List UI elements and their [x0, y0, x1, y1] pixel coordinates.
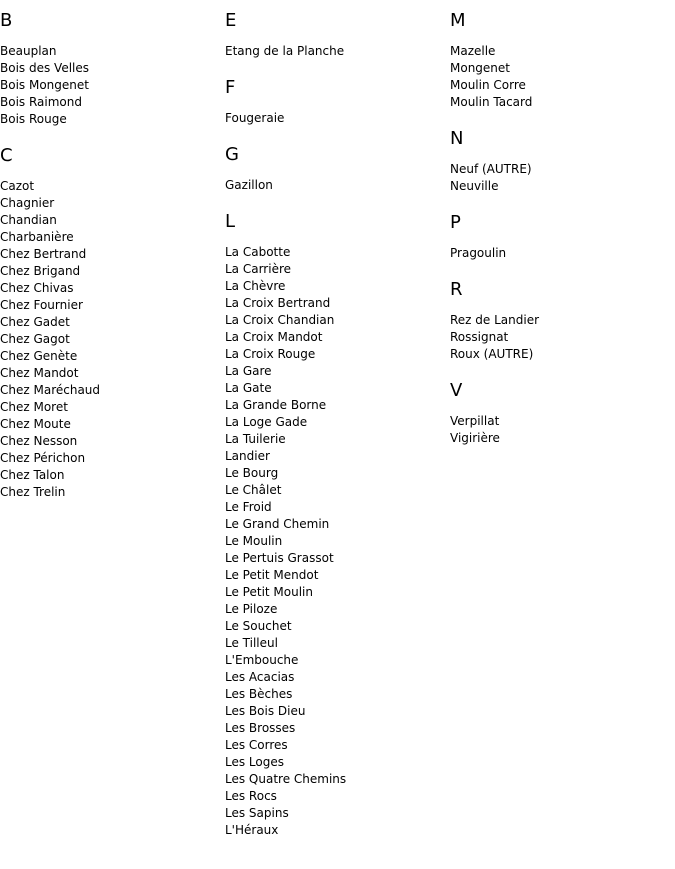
place-link[interactable]: Landier — [225, 449, 270, 463]
place-link[interactable]: Chez Bertrand — [0, 247, 87, 261]
letter-heading: V — [450, 380, 463, 401]
place-link[interactable]: Chez Brigand — [0, 264, 81, 278]
place-link[interactable]: L'Héraux — [225, 823, 279, 837]
letter-group — [450, 10, 670, 111]
letter-heading: N — [450, 128, 464, 149]
place-link[interactable]: Roux (AUTRE) — [450, 347, 534, 361]
index-column — [450, 10, 670, 464]
place-link[interactable]: Chandian — [0, 213, 57, 227]
place-link[interactable]: Chez Fournier — [0, 298, 83, 312]
place-link[interactable]: Bois Raimond — [0, 95, 82, 109]
place-link[interactable]: Chez Gagot — [0, 332, 70, 346]
place-link[interactable]: Le Tilleul — [225, 636, 278, 650]
letter-heading: E — [225, 10, 237, 31]
letter-group — [225, 144, 445, 194]
place-link[interactable]: La Croix Mandot — [225, 330, 323, 344]
place-link[interactable]: Chagnier — [0, 196, 55, 210]
place-link[interactable]: Le Souchet — [225, 619, 292, 633]
place-link[interactable]: Le Petit Mendot — [225, 568, 319, 582]
place-link[interactable]: Gazillon — [225, 178, 273, 192]
place-link[interactable]: Chez Genète — [0, 349, 78, 363]
place-link[interactable]: Bois Rouge — [0, 112, 67, 126]
place-link[interactable]: La Tuilerie — [225, 432, 286, 446]
place-link[interactable]: La Croix Chandian — [225, 313, 335, 327]
place-link[interactable]: Le Grand Chemin — [225, 517, 330, 531]
place-list — [225, 43, 445, 60]
place-link[interactable]: Chez Gadet — [0, 315, 70, 329]
place-list — [450, 312, 670, 363]
place-link[interactable]: Fougeraie — [225, 111, 285, 125]
index-column — [0, 10, 220, 518]
place-link[interactable]: Les Bois Dieu — [225, 704, 306, 718]
place-link[interactable]: Le Moulin — [225, 534, 283, 548]
letter-heading: B — [0, 10, 13, 31]
place-link[interactable]: Chez Maréchaud — [0, 383, 101, 397]
place-link[interactable]: Chez Périchon — [0, 451, 86, 465]
letter-heading: F — [225, 77, 236, 98]
place-list — [450, 43, 670, 111]
letter-heading: M — [450, 10, 466, 31]
letter-group — [450, 128, 670, 195]
place-link[interactable]: Moulin Corre — [450, 78, 526, 92]
place-link[interactable]: Moulin Tacard — [450, 95, 533, 109]
place-link[interactable]: Vigirière — [450, 431, 500, 445]
place-link[interactable]: Chez Nesson — [0, 434, 78, 448]
place-link[interactable]: Les Bèches — [225, 687, 293, 701]
letter-group — [225, 10, 445, 60]
place-link[interactable]: La Croix Bertrand — [225, 296, 331, 310]
place-list — [0, 178, 220, 501]
place-list — [450, 161, 670, 195]
place-link[interactable]: Neuf (AUTRE) — [450, 162, 532, 176]
place-link[interactable]: Les Corres — [225, 738, 288, 752]
place-link[interactable]: Etang de la Planche — [225, 44, 345, 58]
letter-group — [0, 145, 220, 501]
place-link[interactable]: Les Quatre Chemins — [225, 772, 347, 786]
letter-heading: C — [0, 145, 13, 166]
letter-heading: P — [450, 212, 461, 233]
place-link[interactable]: La Gate — [225, 381, 272, 395]
place-link[interactable]: Mongenet — [450, 61, 510, 75]
place-link[interactable]: Les Loges — [225, 755, 284, 769]
place-list — [450, 413, 670, 447]
letter-group — [0, 10, 220, 128]
place-link[interactable]: Le Châlet — [225, 483, 282, 497]
place-list — [0, 43, 220, 128]
place-link[interactable]: Chez Chivas — [0, 281, 74, 295]
place-link[interactable]: Chez Moret — [0, 400, 68, 414]
place-link[interactable]: Neuville — [450, 179, 499, 193]
letter-group — [225, 211, 445, 839]
place-link[interactable]: Le Bourg — [225, 466, 279, 480]
place-link[interactable]: Pragoulin — [450, 246, 507, 260]
letter-heading: L — [225, 211, 236, 232]
place-link[interactable]: Mazelle — [450, 44, 496, 58]
place-link[interactable]: Le Froid — [225, 500, 272, 514]
place-link[interactable]: Chez Mandot — [0, 366, 79, 380]
place-link[interactable]: Les Sapins — [225, 806, 289, 820]
place-link[interactable]: L'Embouche — [225, 653, 299, 667]
place-link[interactable]: La Cabotte — [225, 245, 291, 259]
letter-group — [450, 279, 670, 363]
place-link[interactable]: Les Brosses — [225, 721, 296, 735]
letter-group — [450, 212, 670, 262]
place-link[interactable]: Chez Moute — [0, 417, 71, 431]
place-link[interactable]: Le Piloze — [225, 602, 278, 616]
place-list — [450, 245, 670, 262]
place-link[interactable]: Chez Talon — [0, 468, 65, 482]
place-link[interactable]: La Loge Gade — [225, 415, 308, 429]
place-link[interactable]: La Grande Borne — [225, 398, 327, 412]
place-link[interactable]: Bois Mongenet — [0, 78, 89, 92]
letter-heading: G — [225, 144, 239, 165]
place-link[interactable]: Cazot — [0, 179, 35, 193]
place-link[interactable]: Le Pertuis Grassot — [225, 551, 334, 565]
place-link[interactable]: Rez de Landier — [450, 313, 540, 327]
place-link[interactable]: Bois des Velles — [0, 61, 90, 75]
place-link[interactable]: Charbanière — [0, 230, 74, 244]
place-link[interactable]: La Chèvre — [225, 279, 286, 293]
place-list — [225, 177, 445, 194]
place-link[interactable]: Les Rocs — [225, 789, 277, 803]
place-link[interactable]: Rossignat — [450, 330, 509, 344]
place-link[interactable]: Les Acacias — [225, 670, 295, 684]
place-list — [225, 110, 445, 127]
place-link[interactable]: La Gare — [225, 364, 272, 378]
place-list — [225, 244, 445, 839]
place-link[interactable]: La Carrière — [225, 262, 292, 276]
place-link[interactable]: La Croix Rouge — [225, 347, 316, 361]
place-link[interactable]: Chez Trelin — [0, 485, 66, 499]
letter-group — [225, 77, 445, 127]
place-link[interactable]: Verpillat — [450, 414, 500, 428]
place-link[interactable]: Le Petit Moulin — [225, 585, 313, 599]
letter-heading: R — [450, 279, 463, 300]
letter-group — [450, 380, 670, 447]
index-column — [225, 10, 445, 856]
place-link[interactable]: Beauplan — [0, 44, 57, 58]
